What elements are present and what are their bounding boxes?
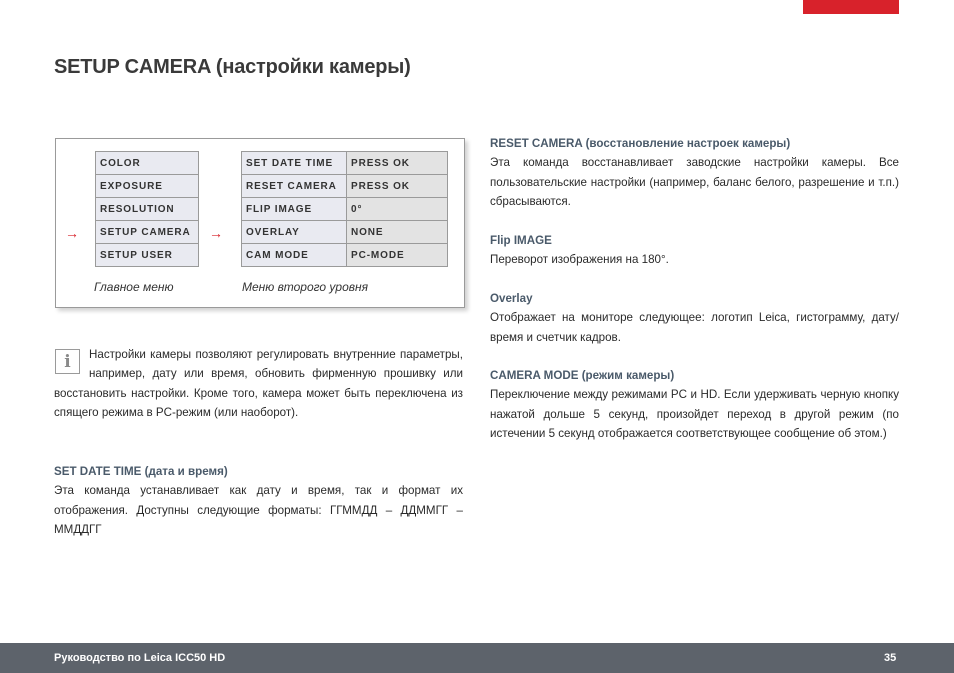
heading-sub: (дата и время) (144, 465, 228, 478)
main-menu-item-color: COLOR (96, 152, 199, 175)
page-title: SETUP CAMERA (настройки камеры) (54, 56, 411, 78)
main-menu-row (96, 152, 199, 175)
main-menu-item-exposure: EXPOSURE (96, 175, 199, 198)
submenu-item: SET DATE TIME (242, 152, 347, 175)
caption-main-menu: Главное меню (94, 280, 174, 294)
main-menu-row (96, 175, 199, 198)
info-note-text: Настройки камеры позволяют регулировать внутренние параметры, например, дату или время, обновить фирменную прошивку или восстановить настройки. Кроме того, камера может быть переключена из спящего режима в PC-режим (или наоборот). (54, 348, 463, 419)
submenu-item: CAM MODE (242, 244, 347, 267)
heading-main: SET DATE TIME (54, 465, 142, 478)
main-menu-row (96, 244, 199, 267)
main-menu-item-setup-user: SETUP USER (96, 244, 199, 267)
submenu-value: PC-MODE (347, 244, 448, 267)
page-accent-tab (803, 0, 899, 14)
main-menu-row (96, 221, 199, 244)
heading-main: CAMERA MODE (490, 369, 579, 382)
heading-main: RESET CAMERA (490, 137, 583, 150)
submenu-row (242, 221, 448, 244)
page-footer (0, 643, 954, 673)
submenu-row (242, 175, 448, 198)
section-body: Эта команда устанавливает как дату и время, так и формат их отображения. Доступны следующие форматы: ГГММДД – ДДММГГ – ММДДГГ (54, 484, 463, 536)
submenu-item: RESET CAMERA (242, 175, 347, 198)
section-body: Переворот изображения на 180°. (490, 253, 669, 267)
section-camera-mode (490, 366, 899, 443)
submenu-value: 0° (347, 198, 448, 221)
section-reset-camera (490, 134, 899, 211)
arrow-right-icon: → (65, 225, 79, 241)
submenu-table (241, 151, 448, 267)
section-heading: Flip IMAGE (490, 234, 552, 247)
arrow-right-icon: → (209, 225, 223, 241)
info-note (54, 345, 463, 422)
main-menu-item-setup-camera: SETUP CAMERA (96, 221, 199, 244)
main-menu-table (95, 151, 199, 267)
section-heading (490, 366, 899, 385)
submenu-value: PRESS OK (347, 152, 448, 175)
section-heading (490, 134, 899, 153)
section-heading (54, 462, 463, 481)
submenu-item: OVERLAY (242, 221, 347, 244)
section-overlay (490, 289, 899, 347)
heading-sub: (режим камеры) (581, 369, 675, 382)
submenu-row (242, 198, 448, 221)
submenu-row (242, 244, 448, 267)
submenu-row (242, 152, 448, 175)
submenu-item: FLIP IMAGE (242, 198, 347, 221)
section-body: Эта команда восстанавливает заводские настройки камеры. Все пользовательские настройки (например, баланс белого, разрешение и т.п.) сбрасываются. (490, 156, 899, 208)
menu-diagram (55, 138, 465, 308)
submenu-value: NONE (347, 221, 448, 244)
main-menu-item-resolution: RESOLUTION (96, 198, 199, 221)
heading-sub: (восстановление настроек камеры) (585, 137, 791, 150)
footer-title: Руководство по Leica ICC50 HD (54, 652, 226, 664)
caption-submenu: Меню второго уровня (242, 280, 369, 294)
submenu-value: PRESS OK (347, 175, 448, 198)
page-number: 35 (884, 652, 897, 664)
section-set-date-time (54, 462, 463, 539)
info-icon: i (55, 349, 80, 374)
section-flip-image (490, 231, 899, 270)
section-heading: Overlay (490, 292, 533, 305)
section-body: Переключение между режимами PC и HD. Если удерживать черную кнопку нажатой дольше 5 секунд, произойдет переход в другой режим (по истечении 5 секунд отображается соответствующее сообщение об этом.) (490, 388, 899, 440)
main-menu-row (96, 198, 199, 221)
section-body: Отображает на мониторе следующее: логотип Leica, гистограмму, дату/время и счетчик кадров. (490, 311, 899, 344)
